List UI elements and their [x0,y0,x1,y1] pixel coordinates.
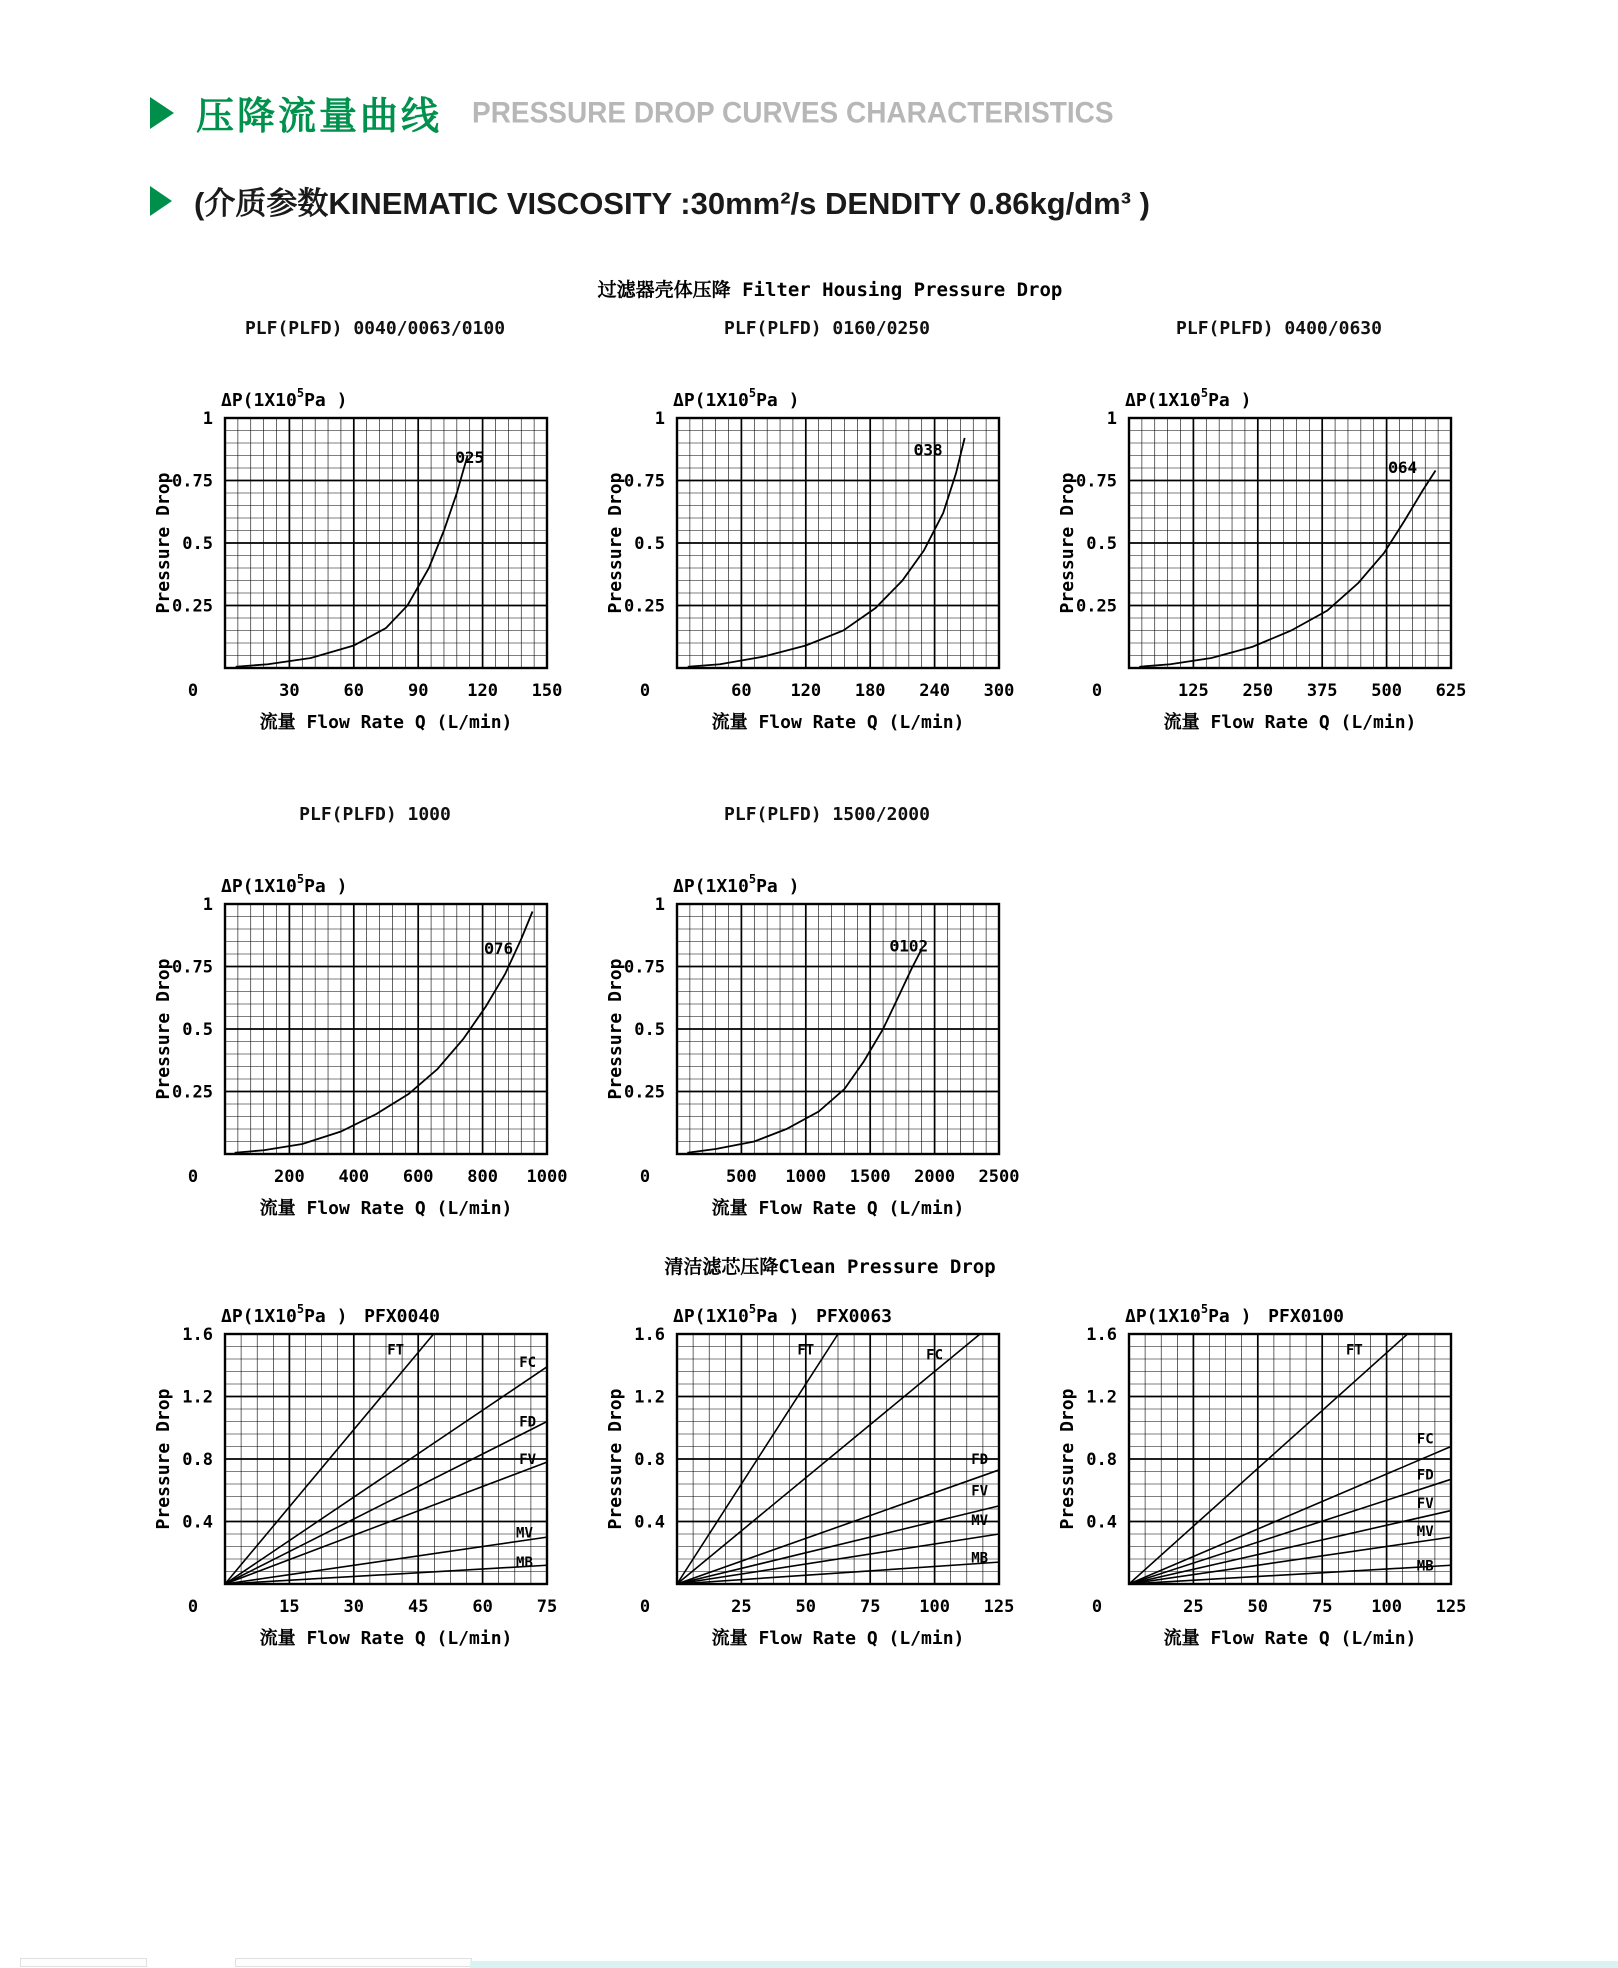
svg-text:0.4: 0.4 [634,1512,665,1533]
svg-text:Pressure Drop: Pressure Drop [1057,472,1078,614]
svg-text:ΔP(1X105Pa ): $\Delta P(1X10^5Pa$ ) [1125,386,1252,411]
svg-text:30: 30 [279,681,300,701]
svg-text:800: 800 [467,1167,498,1187]
svg-text:流量 Flow Rate Q (L/min): 流量 Flow Rate Q (L/min) [259,1198,513,1219]
svg-text:1: 1 [654,895,665,915]
svg-text:0.5: 0.5 [1086,534,1117,554]
svg-text:FC: FC [519,1355,537,1372]
svg-text:100: 100 [1371,1597,1402,1617]
svg-text:0.25: 0.25 [624,596,665,617]
svg-text:0.8: 0.8 [634,1450,665,1470]
datasheet-page [0,85,1618,1968]
svg-text:ΔP(1X105Pa ): $\Delta P(1X10^5Pa$ ) [673,872,800,897]
chart-plf-1000 [140,804,592,1226]
chart-title: PLF(PLFD) 0160/0250 [724,318,930,339]
svg-text:Θ102: Θ102 [889,936,929,956]
svg-text:0.75: 0.75 [1076,471,1117,492]
svg-text:Pressure Drop: Pressure Drop [153,472,174,614]
svg-text:Θ76: Θ76 [484,939,514,958]
svg-text:Pressure Drop: Pressure Drop [1057,1388,1078,1530]
svg-text:120: 120 [790,681,822,701]
chart-svg [1044,1289,1474,1651]
svg-text:600: 600 [402,1167,434,1187]
chart-plf-1500-2000 [592,804,1044,1226]
svg-text:0.5: 0.5 [182,534,213,554]
svg-text:200: 200 [274,1167,305,1187]
svg-text:PFX0040: PFX0040 [364,1306,441,1327]
svg-text:125: 125 [983,1597,1015,1617]
svg-text:30: 30 [343,1597,365,1617]
empty-cell [1044,804,1496,1226]
svg-text:60: 60 [731,681,752,701]
svg-text:流量 Flow Rate Q (L/min): 流量 Flow Rate Q (L/min) [1163,712,1417,733]
housing-section-title: 过滤器壳体压降 Filter Housing Pressure Drop [597,279,1063,301]
chart-pfx0100 [1044,1289,1496,1656]
svg-text:1.6: 1.6 [182,1325,213,1345]
svg-text:1.2: 1.2 [634,1387,665,1408]
svg-text:0.75: 0.75 [172,957,213,978]
footer-mark-left [20,1958,147,1967]
chart-svg [592,1289,1022,1651]
header-line-2 [150,178,1618,223]
svg-text:Pressure Drop: Pressure Drop [605,472,626,614]
page-footer [0,1958,1618,1968]
svg-text:50: 50 [795,1597,817,1617]
svg-text:100: 100 [919,1597,950,1617]
svg-text:300: 300 [983,681,1015,701]
green-arrow-icon [150,97,174,129]
svg-text:60: 60 [343,681,365,701]
svg-text:0: 0 [639,1167,651,1187]
svg-text:0: 0 [187,1167,199,1187]
chart-svg [592,373,1022,735]
svg-text:流量 Flow Rate Q (L/min): 流量 Flow Rate Q (L/min) [711,1198,965,1219]
chart-svg [140,859,570,1221]
svg-text:1000: 1000 [785,1167,827,1187]
svg-text:0.5: 0.5 [634,1020,665,1040]
svg-text:1.6: 1.6 [1086,1325,1117,1345]
svg-text:25: 25 [1183,1597,1204,1617]
svg-text:0.25: 0.25 [172,596,213,617]
svg-text:2500: 2500 [978,1167,1020,1187]
svg-text:流量 Flow Rate Q (L/min): 流量 Flow Rate Q (L/min) [259,1628,513,1649]
svg-text:75: 75 [1311,1597,1333,1617]
svg-text:0.5: 0.5 [182,1020,213,1040]
svg-text:FD: FD [1416,1467,1434,1484]
svg-text:Θ25: Θ25 [455,448,485,467]
svg-text:120: 120 [467,681,498,701]
chart-svg [140,1289,570,1651]
chart-svg [140,373,570,735]
svg-text:MB: MB [516,1555,533,1572]
chart-pfx0040 [140,1289,592,1656]
svg-text:500: 500 [1371,681,1402,701]
svg-text:0.25: 0.25 [172,1082,213,1103]
svg-text:FD: FD [519,1414,537,1431]
chart-plf-0400-0630 [1044,318,1496,740]
page-header [150,85,1618,223]
svg-text:1: 1 [202,895,213,915]
clean-section-title: 清洁滤芯压降Clean Pressure Drop [664,1256,996,1278]
svg-text:0: 0 [187,1597,199,1617]
housing-chart-row-2 [140,804,1540,1226]
svg-text:FT: FT [1345,1342,1363,1359]
svg-text:150: 150 [531,681,563,701]
svg-text:FC: FC [926,1347,944,1364]
svg-text:0.8: 0.8 [182,1450,213,1470]
svg-text:90: 90 [407,681,429,701]
green-arrow-icon [150,186,172,216]
chart-title: PLF(PLFD) 1500/2000 [724,804,930,825]
svg-text:1: 1 [1106,409,1117,429]
svg-text:FT: FT [797,1342,815,1359]
svg-text:1.2: 1.2 [1086,1387,1117,1408]
media-parameters-subtitle: (介质参数KINEMATIC VISCOSITY :30mm²/s DENDITY 0.86kg/dm³ ) [194,186,1150,221]
svg-text:0.4: 0.4 [182,1512,213,1533]
header-line-1 [150,85,1618,140]
svg-text:400: 400 [338,1167,370,1187]
svg-text:125: 125 [1178,681,1209,701]
svg-text:Θ38: Θ38 [913,440,943,460]
svg-text:FV: FV [1416,1495,1434,1512]
chart-svg [1044,373,1474,735]
svg-text:FV: FV [519,1452,537,1468]
svg-text:FC: FC [1416,1431,1434,1448]
svg-text:流量 Flow Rate Q (L/min): 流量 Flow Rate Q (L/min) [711,712,965,733]
chart-title: PLF(PLFD) 0040/0063/0100 [244,318,506,339]
svg-text:1: 1 [202,409,213,429]
svg-text:1.6: 1.6 [634,1325,665,1345]
svg-text:ΔP(1X105Pa ): $\Delta P(1X10^5Pa$ ) [221,1302,348,1327]
svg-text:0.5: 0.5 [634,534,665,554]
svg-text:25: 25 [731,1597,752,1617]
chart-title: PLF(PLFD) 1000 [299,804,451,825]
svg-text:75: 75 [859,1597,881,1617]
svg-text:0.8: 0.8 [1086,1450,1117,1470]
svg-text:MV: MV [1416,1523,1434,1540]
footer-accent-bar [470,1961,1618,1968]
svg-text:FD: FD [971,1452,989,1468]
svg-text:500: 500 [726,1167,757,1187]
svg-text:625: 625 [1435,681,1467,701]
svg-text:Θ64: Θ64 [1388,458,1418,477]
svg-text:1500: 1500 [849,1167,891,1187]
svg-text:1.2: 1.2 [182,1387,213,1408]
svg-text:0: 0 [639,681,651,701]
svg-text:Pressure Drop: Pressure Drop [153,958,174,1100]
svg-text:1: 1 [654,409,665,429]
svg-text:0.4: 0.4 [1086,1512,1117,1533]
page-title-cn: 压降流量曲线 [196,94,443,138]
svg-text:240: 240 [919,681,950,701]
chart-pfx0063 [592,1289,1044,1656]
svg-text:ΔP(1X105Pa ): $\Delta P(1X10^5Pa$ ) [673,386,800,411]
chart-title: PLF(PLFD) 0400/0630 [1176,318,1382,339]
svg-text:2000: 2000 [914,1167,956,1187]
chart-svg [592,859,1022,1221]
chart-plf-0160-0250 [592,318,1044,740]
svg-text:180: 180 [854,681,886,701]
svg-text:60: 60 [472,1597,493,1617]
chart-plf-0040-0063-0100 [140,318,592,740]
svg-text:15: 15 [279,1597,300,1617]
svg-text:流量 Flow Rate Q (L/min): 流量 Flow Rate Q (L/min) [259,712,513,733]
svg-text:MB: MB [1416,1558,1434,1575]
svg-text:MV: MV [971,1512,989,1529]
footer-mark-mid [235,1958,472,1967]
page-title-en: PRESSURE DROP CURVES CHARACTERISTICS [472,95,1114,129]
svg-text:FT: FT [387,1342,405,1359]
svg-text:0: 0 [187,681,199,701]
svg-text:0.25: 0.25 [1076,596,1117,617]
svg-text:45: 45 [407,1597,429,1617]
svg-text:Pressure Drop: Pressure Drop [605,1388,626,1530]
svg-text:375: 375 [1306,681,1338,701]
svg-text:流量 Flow Rate Q (L/min): 流量 Flow Rate Q (L/min) [1163,1628,1417,1649]
svg-text:75: 75 [536,1597,558,1617]
svg-text:PFX0063: PFX0063 [816,1306,893,1327]
svg-text:250: 250 [1242,681,1274,701]
svg-text:ΔP(1X105Pa ): $\Delta P(1X10^5Pa$ ) [221,386,348,411]
svg-text:ΔP(1X105Pa ): $\Delta P(1X10^5Pa$ ) [1125,1302,1252,1327]
svg-text:0: 0 [1091,1597,1103,1617]
svg-text:Pressure Drop: Pressure Drop [605,958,626,1100]
svg-text:PFX0100: PFX0100 [1268,1306,1345,1327]
svg-text:FV: FV [971,1483,989,1500]
svg-text:0.75: 0.75 [172,471,213,492]
svg-text:ΔP(1X105Pa ): $\Delta P(1X10^5Pa$ ) [673,1302,800,1327]
housing-chart-row-1 [140,318,1540,740]
svg-text:50: 50 [1247,1597,1269,1617]
svg-text:0.75: 0.75 [624,471,665,492]
svg-text:0: 0 [639,1597,651,1617]
svg-text:Pressure Drop: Pressure Drop [153,1388,174,1530]
svg-text:流量 Flow Rate Q (L/min): 流量 Flow Rate Q (L/min) [711,1628,965,1649]
svg-text:MB: MB [971,1550,989,1567]
svg-text:0.75: 0.75 [624,957,665,978]
svg-text:1000: 1000 [526,1167,568,1187]
svg-text:ΔP(1X105Pa ): $\Delta P(1X10^5Pa$ ) [221,872,348,897]
svg-text:0.25: 0.25 [624,1082,665,1103]
svg-text:MV: MV [516,1525,533,1542]
clean-chart-row [140,1289,1540,1656]
svg-text:125: 125 [1435,1597,1467,1617]
svg-text:0: 0 [1091,681,1103,701]
